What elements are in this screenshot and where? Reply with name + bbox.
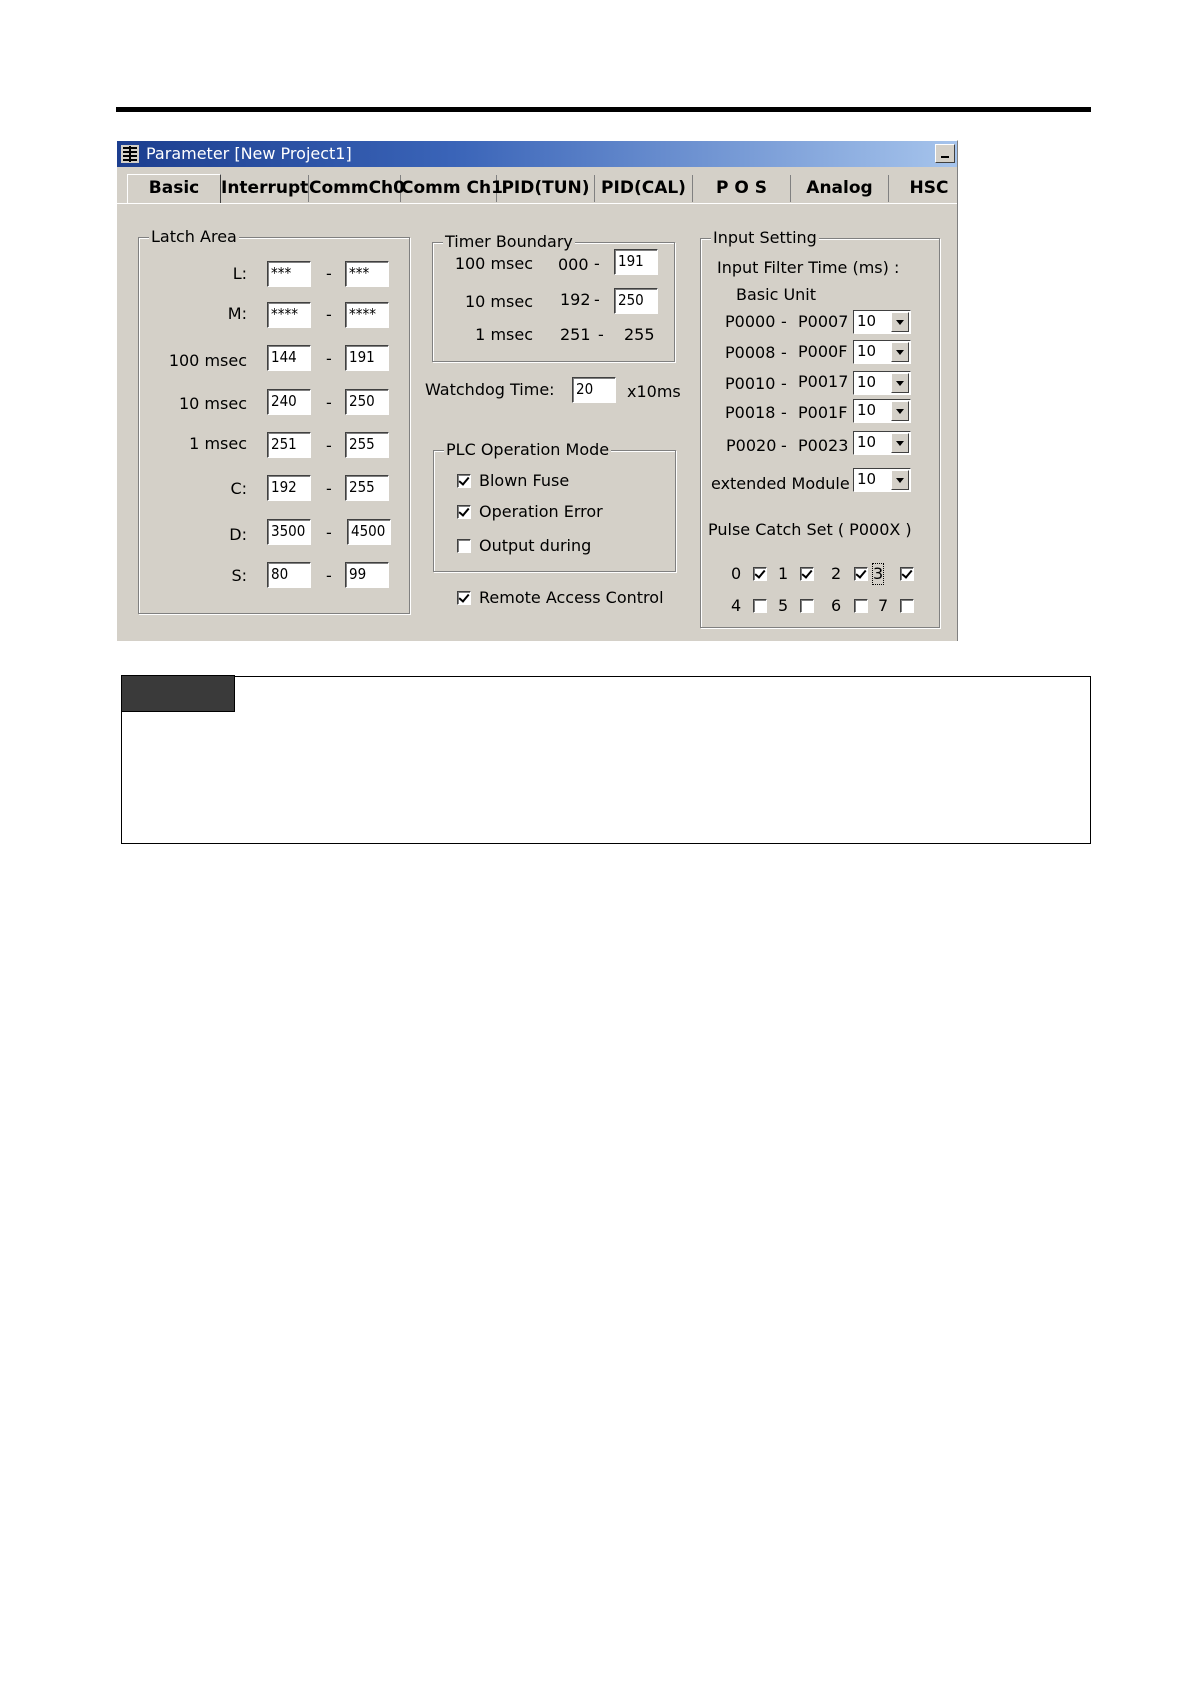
tab-pid-cal[interactable]: PID(CAL) xyxy=(595,175,693,202)
note-box xyxy=(121,676,1091,844)
pulse-num-4: 4 xyxy=(731,596,742,615)
filter-row4-value: 10 xyxy=(857,433,877,451)
filter-row2-dash: - xyxy=(781,374,787,393)
latch-dash-10msec: - xyxy=(326,393,332,412)
chevron-down-icon[interactable] xyxy=(891,401,909,421)
pulse-checkbox-3[interactable] xyxy=(900,567,914,581)
timer-end-1msec: 255 xyxy=(624,325,655,344)
latch-dash-l: - xyxy=(326,264,332,283)
latch-s-to[interactable]: 99 xyxy=(345,562,389,588)
timer-dash-100msec: - xyxy=(594,254,600,273)
watchdog-unit: x10ms xyxy=(627,382,681,401)
latch-label-c: C: xyxy=(230,479,247,498)
latch-dash-s: - xyxy=(326,566,332,585)
chevron-down-icon[interactable] xyxy=(891,373,909,393)
latch-label-d: D: xyxy=(229,525,247,544)
pulse-catch-label: Pulse Catch Set ( P000X ) xyxy=(708,520,912,539)
filter-row4-select[interactable] xyxy=(853,431,911,455)
extended-module-select[interactable] xyxy=(853,468,911,492)
timer-start-100msec: 000 xyxy=(558,255,589,274)
filter-row2-value: 10 xyxy=(857,373,877,391)
filter-row0-to: P0007 xyxy=(798,312,849,331)
latch-l-from[interactable]: *** xyxy=(267,261,311,287)
filter-row3-to: P001F xyxy=(798,403,848,422)
latch-dash-100msec: - xyxy=(326,349,332,368)
remote-access-checkbox[interactable] xyxy=(457,591,471,605)
latch-label-l: L: xyxy=(232,264,247,283)
latch-d-from[interactable]: 3500 xyxy=(267,519,311,545)
filter-row3-dash: - xyxy=(781,403,787,422)
filter-row0-from: P0000 xyxy=(725,312,776,331)
note-label-tab xyxy=(121,675,235,712)
latch-dash-m: - xyxy=(326,305,332,324)
pulse-checkbox-5[interactable] xyxy=(800,599,814,613)
latch-label-1msec: 1 msec xyxy=(189,434,247,453)
timer-label-100msec: 100 msec xyxy=(454,254,533,273)
latch-100msec-from[interactable]: 144 xyxy=(267,345,311,371)
filter-row0-select[interactable] xyxy=(853,310,911,334)
tab-commch1[interactable]: Comm Ch1 xyxy=(401,175,497,202)
latch-1msec-from[interactable]: 251 xyxy=(267,432,311,458)
filter-row0-value: 10 xyxy=(857,312,877,330)
latch-l-to[interactable]: *** xyxy=(345,261,389,287)
tab-hsc[interactable]: HSC xyxy=(909,178,949,198)
plc-mode-title: PLC Operation Mode xyxy=(446,440,610,459)
remote-access-label: Remote Access Control xyxy=(479,588,664,607)
tab-pid-tun[interactable]: PID(TUN) xyxy=(497,175,595,202)
blown-fuse-checkbox[interactable] xyxy=(457,474,471,488)
watchdog-input[interactable]: 20 xyxy=(572,377,616,403)
filter-row1-dash: - xyxy=(781,343,787,362)
chevron-down-icon[interactable] xyxy=(891,470,909,490)
latch-m-from[interactable]: **** xyxy=(267,302,311,328)
latch-dash-c: - xyxy=(326,479,332,498)
tab-divider xyxy=(117,203,957,204)
latch-area-group xyxy=(138,227,410,614)
filter-row4-from: P0020 xyxy=(726,436,777,455)
app-icon xyxy=(121,145,139,163)
tab-interrupt[interactable]: Interrupt xyxy=(221,175,309,202)
filter-row3-value: 10 xyxy=(857,401,877,419)
chevron-down-icon[interactable] xyxy=(891,433,909,453)
tab-strip xyxy=(117,175,957,203)
filter-row4-to: P0023 xyxy=(798,436,849,455)
filter-time-label: Input Filter Time (ms) : xyxy=(717,258,900,277)
latch-s-from[interactable]: 80 xyxy=(267,562,311,588)
page-header-rule xyxy=(116,107,1091,112)
output-during-label: Output during xyxy=(479,536,592,555)
filter-row2-select[interactable] xyxy=(853,371,911,395)
watchdog-label: Watchdog Time: xyxy=(425,380,555,399)
timer-label-10msec: 10 msec xyxy=(464,292,533,311)
pulse-num-7: 7 xyxy=(878,596,889,615)
pulse-checkbox-1[interactable] xyxy=(800,567,814,581)
timer-dash-1msec: - xyxy=(598,325,604,344)
tab-pos[interactable]: P O S xyxy=(693,175,791,202)
latch-label-100msec: 100 msec xyxy=(168,351,247,370)
extended-module-label: extended Module xyxy=(711,474,850,493)
filter-row1-select[interactable] xyxy=(853,340,911,364)
title-bar[interactable] xyxy=(117,141,957,167)
timer-boundary-title: Timer Boundary xyxy=(445,232,573,251)
tab-commch0[interactable]: CommCh0 xyxy=(309,175,401,202)
chevron-down-icon[interactable] xyxy=(891,312,909,332)
input-setting-title: Input Setting xyxy=(713,228,817,247)
filter-row2-from: P0010 xyxy=(725,374,776,393)
window-title: Parameter [New Project1] xyxy=(146,144,352,163)
output-during-checkbox[interactable] xyxy=(457,539,471,553)
latch-10msec-from[interactable]: 240 xyxy=(267,389,311,415)
basic-unit-label: Basic Unit xyxy=(736,285,817,304)
pulse-num-0: 0 xyxy=(731,564,742,583)
timer-end-100msec[interactable]: 191 xyxy=(614,249,658,275)
timer-end-10msec[interactable]: 250 xyxy=(614,288,658,314)
filter-row2-to: P0017 xyxy=(798,372,849,391)
tab-analog[interactable]: Analog xyxy=(791,175,889,202)
pulse-checkbox-0[interactable] xyxy=(753,567,767,581)
timer-label-1msec: 1 msec xyxy=(475,325,533,344)
operation-error-checkbox[interactable] xyxy=(457,505,471,519)
latch-c-to[interactable]: 255 xyxy=(345,475,389,501)
operation-error-label: Operation Error xyxy=(479,502,603,521)
latch-dash-d: - xyxy=(326,523,332,542)
filter-row1-value: 10 xyxy=(857,342,877,360)
latch-label-10msec: 10 msec xyxy=(178,394,247,413)
latch-dash-1msec: - xyxy=(326,436,332,455)
filter-row4-dash: - xyxy=(781,436,787,455)
minimize-button[interactable] xyxy=(935,144,955,163)
extended-module-value: 10 xyxy=(857,470,877,488)
latch-label-s: S: xyxy=(231,566,247,585)
latch-100msec-to[interactable]: 191 xyxy=(345,345,389,371)
chevron-down-icon[interactable] xyxy=(891,342,909,362)
latch-c-from[interactable]: 192 xyxy=(267,475,311,501)
blown-fuse-label: Blown Fuse xyxy=(479,471,570,490)
latch-m-to[interactable]: **** xyxy=(345,302,389,328)
pulse-num-6: 6 xyxy=(831,596,842,615)
latch-1msec-to[interactable]: 255 xyxy=(345,432,389,458)
filter-row3-select[interactable] xyxy=(853,399,911,423)
filter-row0-dash: - xyxy=(781,312,787,331)
pulse-checkbox-6[interactable] xyxy=(854,599,868,613)
pulse-num-2: 2 xyxy=(831,564,842,583)
latch-label-m: M: xyxy=(227,304,247,323)
pulse-num-1: 1 xyxy=(778,564,789,583)
timer-start-1msec: 251 xyxy=(560,325,591,344)
timer-dash-10msec: - xyxy=(594,290,600,309)
tab-basic[interactable]: Basic xyxy=(127,174,221,204)
timer-start-10msec: 192 xyxy=(560,290,591,309)
pulse-checkbox-4[interactable] xyxy=(753,599,767,613)
latch-area-title: Latch Area xyxy=(151,227,237,246)
filter-row3-from: P0018 xyxy=(725,403,776,422)
latch-10msec-to[interactable]: 250 xyxy=(345,389,389,415)
parameter-window xyxy=(116,140,958,641)
filter-row1-from: P0008 xyxy=(725,343,776,362)
pulse-num-5: 5 xyxy=(778,596,789,615)
filter-row1-to: P000F xyxy=(798,342,848,361)
pulse-checkbox-7[interactable] xyxy=(900,599,914,613)
pulse-checkbox-2[interactable] xyxy=(854,567,868,581)
latch-d-to[interactable]: 4500 xyxy=(347,519,391,545)
pulse-num-3: 3 xyxy=(873,564,884,583)
